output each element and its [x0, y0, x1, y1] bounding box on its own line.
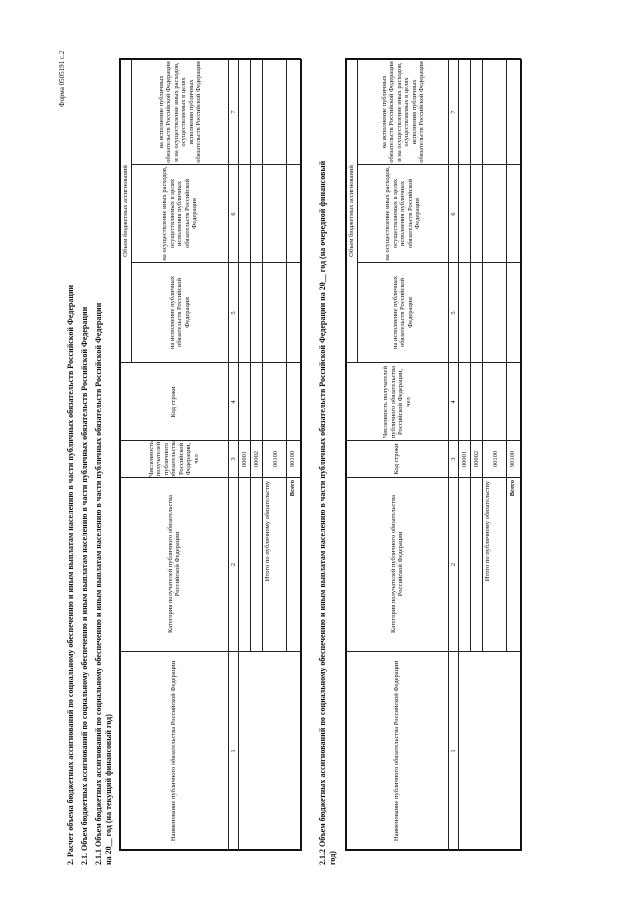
heading-section-2-1-1-period: на 20__ год (на текущий финансовый год) — [104, 714, 113, 865]
header-recipient-category: Категория получателей публичного обязательства Российской Федерации — [389, 495, 404, 633]
col-number-5: 5 — [230, 311, 237, 315]
col-number-4: 4 — [230, 400, 237, 404]
header-execution-and-other: на исполнение публичных обязательств Российской Федерации и на осуществление иных расходов, осуществляемых в целях исполнения публичных обязательств Российской Федерации — [380, 61, 425, 163]
header-budget-group: Объем бюджетных ассигнований — [347, 165, 355, 257]
heading-section-2: 2. Расчет объема бюджетных ассигнований по социальному обеспечению и иным выплатам населению в части публичных обязательств Российской Федерации — [66, 284, 75, 865]
col-number-7: 7 — [450, 110, 457, 114]
col-number-3: 3 — [450, 457, 457, 461]
total-label: Всего — [509, 480, 516, 497]
subtotal-label: Итого по публичному обязательству — [484, 481, 491, 582]
total-code: 90100 — [289, 450, 296, 468]
col-number-2: 2 — [230, 562, 237, 567]
header-other-expenses: на осуществление иных расходов, осуществляемых в целях исполнения публичных обязательств Российской Федерации — [161, 166, 199, 261]
subtotal-code: 00100 — [272, 450, 279, 468]
header-row-code: Код строки — [170, 386, 178, 418]
header-recipient-category: Категория получателей публичного обязательства Российской Федерации — [166, 495, 181, 633]
header-execution-obligations: на исполнение публичных обязательств Российской Федерации — [168, 276, 191, 349]
header-execution-and-other: на исполнение публичных обязательств Российской Федерации и на осуществление иных расходов, осуществляемых в целях исполнения публичных обязательств Российской Федерации — [157, 61, 202, 163]
row-code-00002: 00002 — [473, 450, 480, 468]
row-code-00001: 00001 — [241, 450, 248, 468]
header-obligation-name: Наименование публичного обязательства Российской Федерации — [393, 660, 401, 842]
row-code-00002: 00002 — [253, 450, 260, 468]
header-obligation-name: Наименование публичного обязательства Российской Федерации — [170, 660, 178, 842]
col-number-4: 4 — [450, 400, 457, 404]
row-code-00001: 00001 — [461, 450, 468, 468]
header-row-code: Код строки — [393, 443, 401, 475]
header-other-expenses: на осуществление иных расходов, осуществляемых в целях исполнения публичных обязательств Российской Федерации — [384, 166, 422, 261]
col-number-1: 1 — [230, 749, 237, 753]
col-number-7: 7 — [230, 110, 237, 114]
heading-section-2-1: 2.1. Объем бюджетных ассигнований по социальному обеспечению и иным выплатам населению в части публичных обязательств Российской Федерации — [80, 306, 89, 865]
header-budget-group: Объем бюджетных ассигнований — [121, 165, 129, 257]
heading-section-2-1-1: 2.1.1 Объем бюджетных ассигнований по социальному обеспечению и иным выплатам населению в части публичных обязательств Российской Федерации — [94, 302, 103, 865]
subtotal-label: Итого по публичному обязательству — [264, 481, 271, 582]
form-label: Форма 0505191 с.2 — [58, 50, 66, 107]
subtotal-code: 00100 — [492, 450, 499, 468]
col-number-2: 2 — [450, 562, 457, 567]
col-number-5: 5 — [450, 311, 457, 315]
col-number-6: 6 — [450, 212, 457, 216]
total-label: Всего — [289, 480, 296, 497]
header-execution-obligations: на исполнение публичных обязательств Российской Федерации — [391, 276, 414, 349]
heading-section-2-1-2: 2.1.2 Объем бюджетных ассигнований по социальному обеспечению и иным выплатам населению в части публичных обязательств Российской Федерации на 20__ год (на очередной финансовый — [318, 160, 327, 865]
header-recipients-count: Численность получателей публичного обязательства Российской Федерации, чел — [382, 365, 412, 439]
col-number-1: 1 — [450, 749, 457, 753]
heading-section-2-1-2-cont: год) — [328, 851, 337, 865]
total-code: 90100 — [509, 450, 516, 468]
col-number-6: 6 — [230, 212, 237, 216]
col-number-3: 3 — [230, 457, 237, 461]
header-recipients-count: Численность получателей публичного обязательства Российской Федерации, чел — [147, 439, 200, 479]
